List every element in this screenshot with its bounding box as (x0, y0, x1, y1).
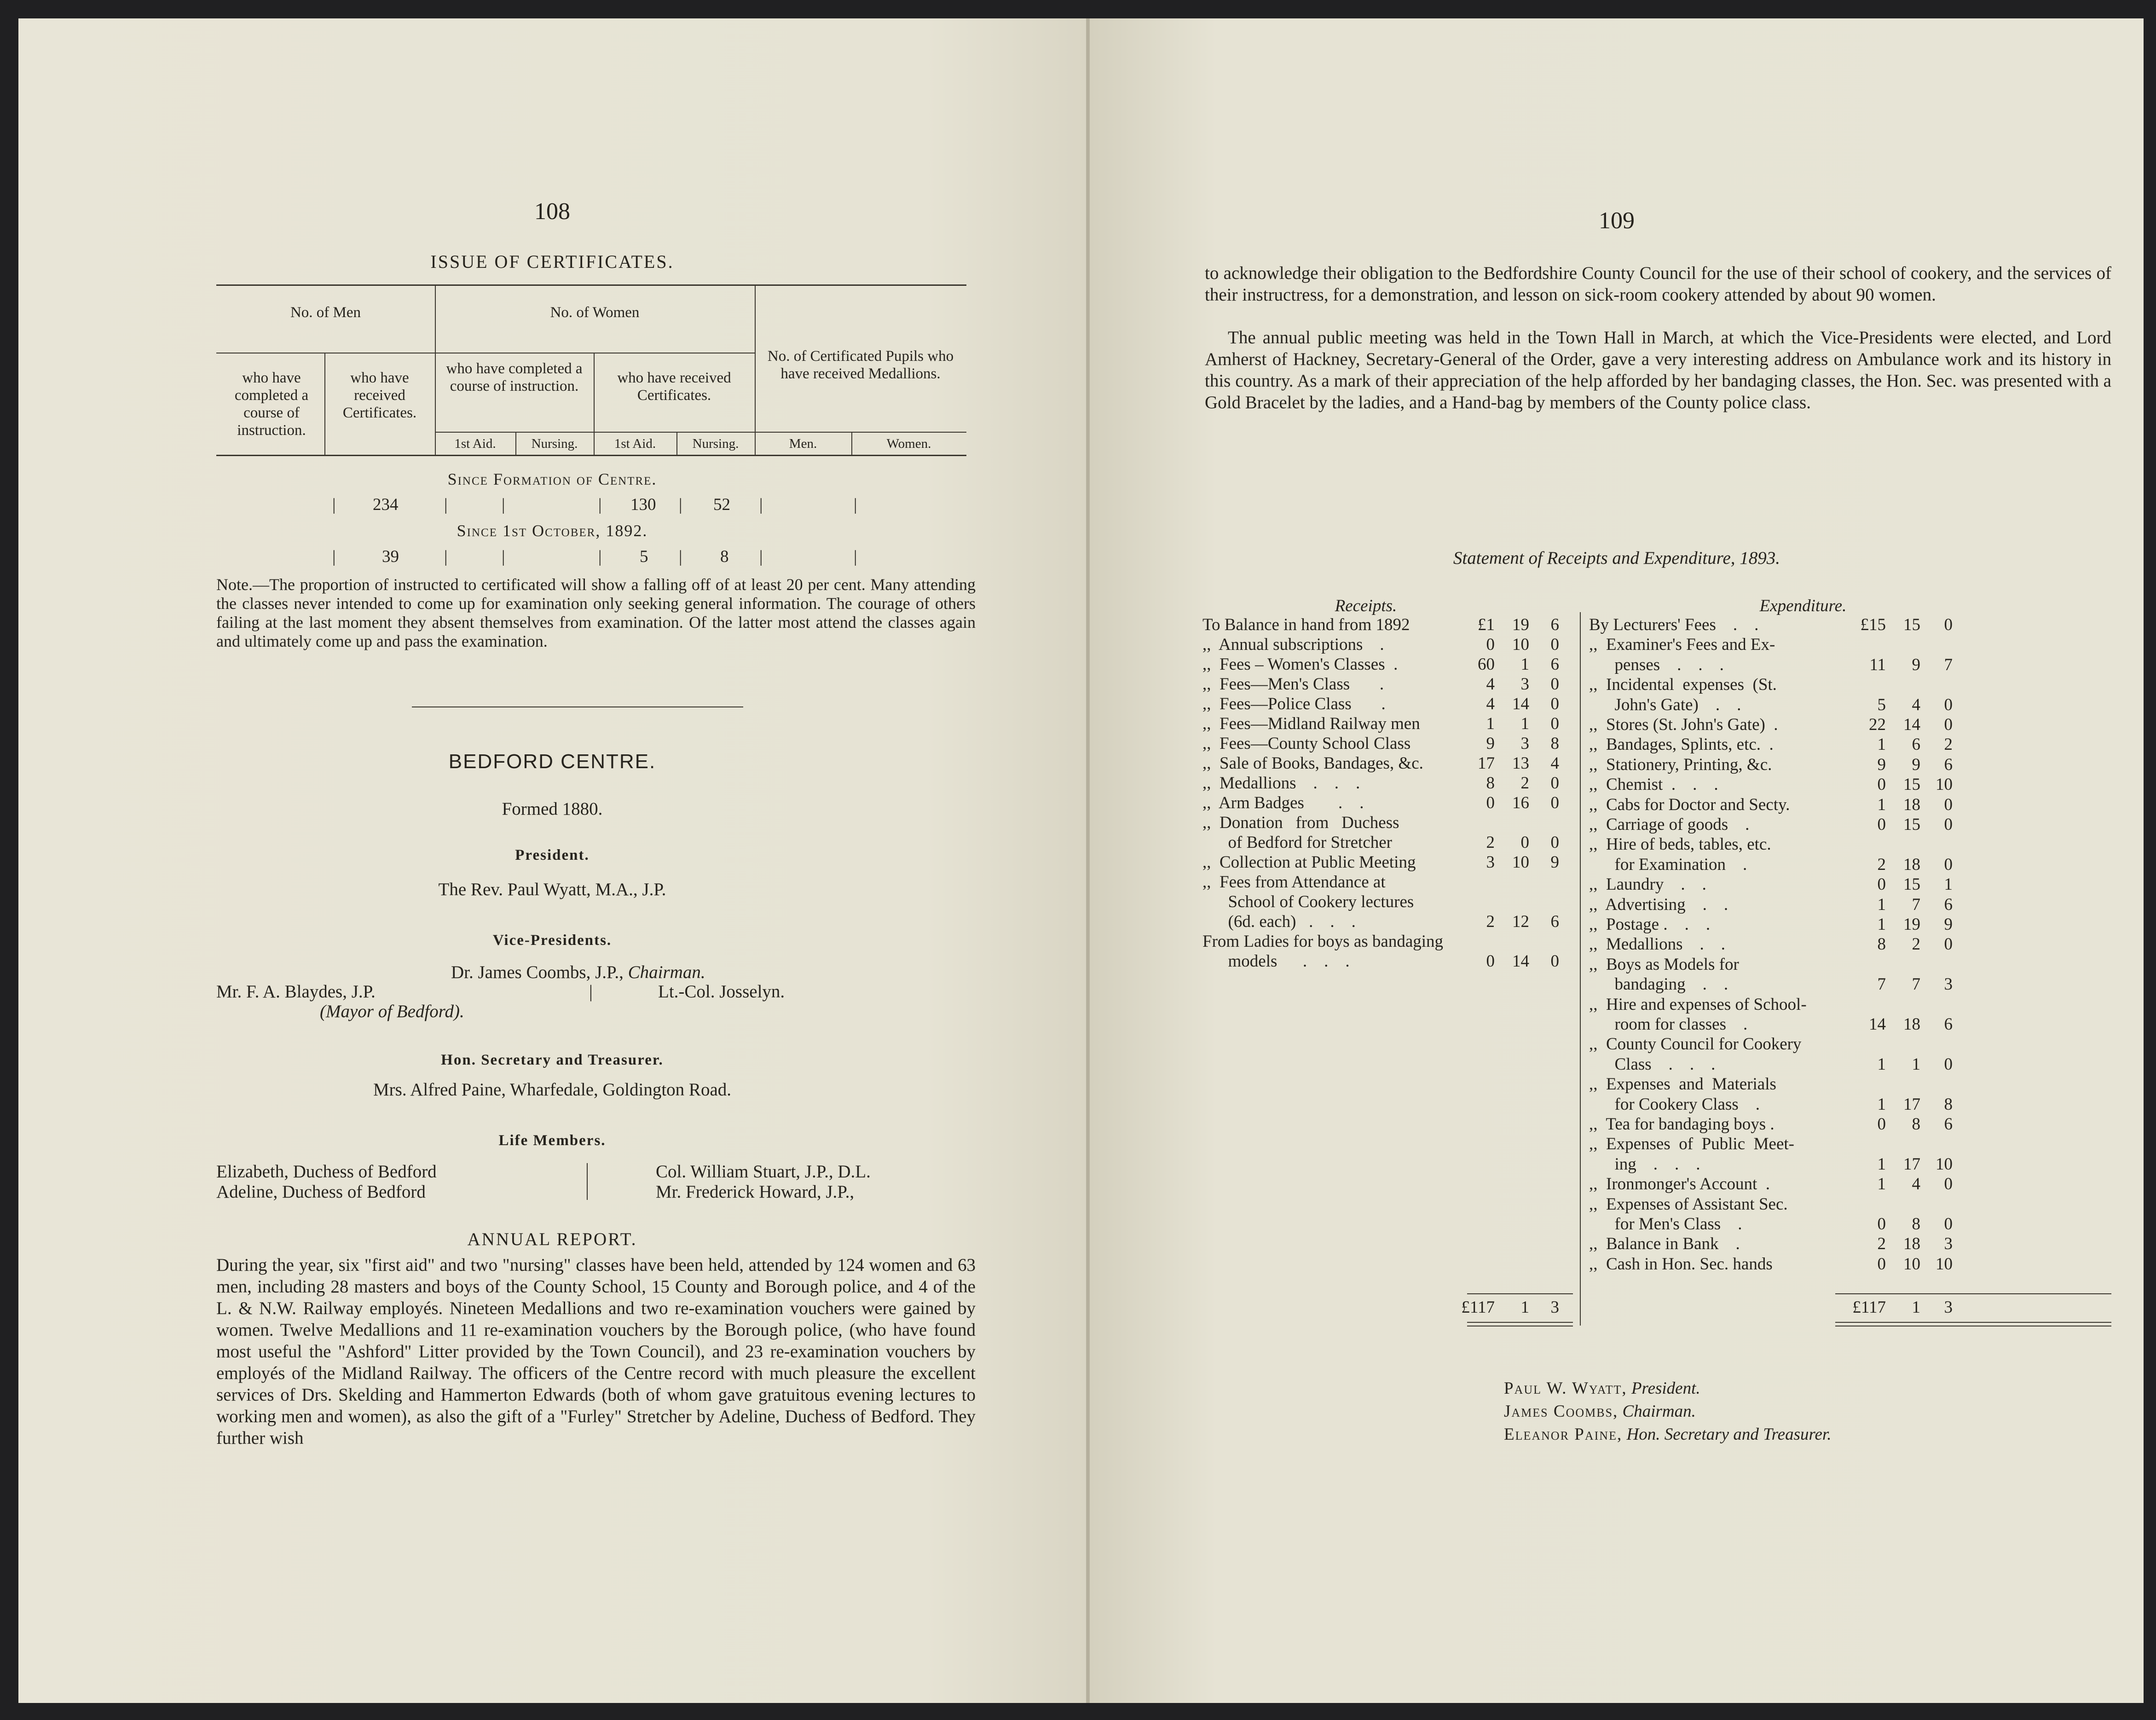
ledger-label: ,, Sale of Books, Bandages, &c. (1202, 754, 1423, 773)
ledger-shillings: 13 (1512, 754, 1529, 773)
ledger-shillings: 15 (1903, 875, 1920, 894)
ledger-label: ,, Expenses and Materials (1589, 1075, 1776, 1094)
since-october: Since 1st October, 1892. (457, 521, 648, 540)
signatory-role: President. (1631, 1379, 1700, 1398)
ledger-pence: 3 (1944, 1234, 1953, 1254)
double-rule (1835, 1322, 2111, 1323)
ledger-label: Class . . . (1589, 1054, 1716, 1074)
ledger-pounds: 14 (1869, 1015, 1886, 1034)
ledger-label: room for classes . (1589, 1015, 1748, 1034)
ledger-pence: 0 (1944, 715, 1953, 734)
ledger-label: ,, Advertising . . (1589, 895, 1728, 914)
ledger-label: ,, Postage . . . (1589, 915, 1711, 934)
ledger-label: ing . . . (1589, 1154, 1700, 1174)
ledger-shillings: 19 (1512, 615, 1529, 634)
ledger-pence: 6 (1550, 615, 1559, 634)
signature-secretary (1504, 1425, 1831, 1444)
signatory-name: James Coombs, (1504, 1402, 1618, 1421)
ledger-pence: 3 (1944, 975, 1953, 994)
ledger-pounds: 2 (1877, 855, 1886, 874)
col-men-certificates: who have received Certificates. (342, 370, 417, 421)
ledger-shillings: 18 (1903, 795, 1920, 814)
ledger-label: ,, Tea for bandaging boys . (1589, 1115, 1775, 1134)
ledger-pounds: 60 (1478, 655, 1495, 674)
ledger-label: ,, Fees—County School Class (1202, 734, 1411, 753)
ledger-label: ,, Cabs for Doctor and Secty. (1589, 795, 1790, 814)
ledger-shillings: 10 (1903, 1254, 1920, 1274)
ledger-pounds: 1 (1877, 1175, 1886, 1194)
ledger-shillings: 8 (1912, 1215, 1920, 1234)
president-heading: President. (515, 847, 590, 863)
ledger-label: ,, Bandages, Splints, etc. . (1589, 735, 1774, 754)
ledger-label: ,, Balance in Bank . (1589, 1234, 1740, 1254)
signatory-name: Paul W. Wyatt, (1504, 1379, 1627, 1398)
ledger-shillings: 3 (1520, 734, 1529, 753)
ledger-shillings: 16 (1512, 793, 1529, 812)
ledger-shillings: 15 (1903, 775, 1920, 794)
ledger-label: ,, Carriage of goods . (1589, 815, 1750, 834)
paragraph: The annual public meeting was held in the Town Hall in March, at which the Vice-Presidents were elected, and Lord Amherst of Hackney, Secretary-General of the Order, gave a very interesting address on Ambulance work and its history in this country. As a mark of their appreciation of the help afforded by her bandaging classes, the Hon. Sec. was presented with a Gold Bracelet by the ladies, and a Hand-bag by members of the County police class. (1205, 328, 2111, 412)
ledger-shillings: 18 (1903, 855, 1920, 874)
ledger-label: ,, Laundry . . (1589, 875, 1706, 894)
formed-date: Formed 1880. (502, 799, 603, 819)
ledger-shillings: 15 (1903, 815, 1920, 834)
ledger-pence: 6 (1550, 912, 1559, 931)
ledger-pounds: 0 (1486, 635, 1495, 654)
ledger-pounds: 1 (1877, 1054, 1886, 1074)
ledger-pence: 0 (1550, 714, 1559, 733)
ledger-pence: 0 (1550, 774, 1559, 793)
left-page (18, 18, 1086, 1703)
ledger-pence: 0 (1944, 855, 1953, 874)
ledger-label: ,, Boys as Models for (1589, 955, 1739, 974)
section-title: ISSUE OF CERTIFICATES. (430, 251, 674, 272)
cell-women-nursing: 8 (720, 547, 729, 566)
ledger-pounds: 0 (1877, 815, 1886, 834)
ledger-shillings: 15 (1903, 615, 1920, 634)
annual-report-heading: ANNUAL REPORT. (467, 1229, 637, 1249)
ledger-pence: 7 (1944, 655, 1953, 674)
right-page (1090, 18, 2144, 1703)
ledger-pence: 6 (1550, 655, 1559, 674)
ledger-pounds: £15 (1860, 615, 1886, 634)
sub-nursing: Nursing. (531, 436, 578, 451)
ledger-pence: 6 (1944, 1015, 1953, 1034)
ledger-shillings: 7 (1912, 895, 1920, 914)
sub-men: Men. (789, 436, 817, 451)
ledger-label: ,, Fees—Midland Railway men (1202, 714, 1420, 733)
ledger-label: School of Cookery lectures (1202, 892, 1414, 911)
vice-president-josselyn: Lt.-Col. Josselyn. (658, 982, 785, 1002)
paragraph: to acknowledge their obligation to the Bedfordshire County Council for the use of their school of cookery, and the services of their instructress, for a demonstration, and lesson on sick-room cookery attended by about 90 women. (1205, 263, 2111, 305)
ledger-shillings: 4 (1912, 695, 1920, 714)
receipts-total-shillings: 1 (1520, 1298, 1529, 1317)
ledger-label: ,, Fees from Attendance at (1202, 873, 1386, 892)
ledger-pence: 0 (1550, 635, 1559, 654)
secretary: Mrs. Alfred Paine, Wharfedale, Goldington Road. (373, 1080, 732, 1100)
col-women-completed: who have completed a course of instruction. (446, 360, 583, 394)
ledger-pence: 10 (1936, 775, 1953, 794)
cell-women-first-aid: 5 (640, 547, 648, 566)
page-number: 109 (1599, 208, 1635, 234)
total-rule (1835, 1293, 2111, 1294)
ledger-pence: 6 (1944, 755, 1953, 774)
receipts-total-pence: 3 (1550, 1298, 1559, 1317)
ledger-pounds: 22 (1869, 715, 1886, 734)
ledger-label: ,, Cash in Hon. Sec. hands (1589, 1254, 1773, 1274)
ledger-shillings: 14 (1512, 952, 1529, 971)
ledger-pounds: 4 (1486, 675, 1495, 694)
centre-title: BEDFORD CENTRE. (448, 750, 656, 773)
signature-president (1504, 1378, 1700, 1398)
ledger-label: ,, Chemist . . . (1589, 775, 1718, 794)
total-rule (1467, 1293, 1573, 1294)
row-since-october: | 39 | | | 5 | 8 | | (332, 547, 857, 566)
ledger-pence: 0 (1944, 1215, 1953, 1234)
ledger-pounds: 4 (1486, 695, 1495, 713)
ledger-pence: 0 (1944, 1175, 1953, 1194)
ledger-shillings: 7 (1912, 975, 1920, 994)
ledger-shillings: 10 (1512, 853, 1529, 872)
ledger-pounds: 0 (1877, 1215, 1886, 1234)
ledger-pounds: 0 (1486, 793, 1495, 812)
life-member: Mr. Frederick Howard, J.P., (656, 1182, 855, 1202)
ledger-pence: 0 (1944, 615, 1953, 634)
ledger-pounds: 17 (1478, 754, 1495, 773)
ledger-shillings: 8 (1912, 1115, 1920, 1134)
ledger-pounds: 2 (1877, 1234, 1886, 1254)
ledger-pounds: 2 (1486, 833, 1495, 852)
ledger-pounds: 8 (1486, 774, 1495, 793)
vice-president-mayor-title: (Mayor of Bedford). (320, 1002, 464, 1021)
column-divider: | (589, 982, 593, 1002)
ledger-shillings: 17 (1903, 1154, 1920, 1174)
ledger-pounds: 1 (1877, 795, 1886, 814)
ledger-label: models . . . (1202, 952, 1350, 971)
ledger-pence: 9 (1550, 853, 1559, 872)
ledger-shillings: 9 (1912, 655, 1920, 674)
ledger-pounds: £1 (1478, 615, 1495, 634)
ledger-shillings: 9 (1912, 755, 1920, 774)
ledger-label: for Examination . (1589, 855, 1747, 874)
ledger-label: ,, Donation from Duchess (1202, 813, 1399, 832)
ledger-pounds: 1 (1877, 915, 1886, 934)
ledger-shillings: 1 (1912, 1054, 1920, 1074)
life-member: Adeline, Duchess of Bedford (216, 1182, 426, 1202)
ledger-pounds: 1 (1877, 895, 1886, 914)
ledger-shillings: 1 (1520, 655, 1529, 674)
ledger-label: ,, Arm Badges . . (1202, 793, 1364, 812)
ledger-pence: 0 (1944, 695, 1953, 714)
ledger-shillings: 18 (1903, 1234, 1920, 1254)
sub-women: Women. (886, 436, 931, 451)
ledger-label: ,, County Council for Cookery (1589, 1035, 1802, 1054)
ledger-label: ,, Stationery, Printing, &c. (1589, 755, 1772, 774)
ledger-pence: 2 (1944, 735, 1953, 754)
ledger-label: ,, Hire and expenses of School- (1589, 995, 1807, 1014)
ledger-pounds: 0 (1877, 1115, 1886, 1134)
ledger-shillings: 17 (1903, 1095, 1920, 1114)
ledger-pence: 0 (1550, 793, 1559, 812)
medallions-header: No. of Certificated Pupils who have received Medallions. (767, 348, 954, 382)
ledger-pounds: 1 (1486, 714, 1495, 733)
vice-president-chairman (451, 962, 705, 983)
signature-chairman (1504, 1401, 1696, 1421)
ledger-pence: 9 (1944, 915, 1953, 934)
ledger-label: ,, Stores (St. John's Gate) . (1589, 715, 1778, 734)
account-divider (1580, 612, 1581, 1326)
ledger-shillings: 2 (1912, 935, 1920, 954)
ledger-label: ,, Expenses of Assistant Sec. (1589, 1194, 1788, 1214)
ledger-label: To Balance in hand from 1892 (1202, 615, 1410, 634)
sub-first-aid: 1st Aid. (454, 436, 496, 451)
ledger-label: for Cookery Class . (1589, 1095, 1760, 1114)
vp-chairman-name: Dr. James Coombs, J.P., (451, 962, 624, 982)
page-number: 108 (534, 198, 570, 225)
ledger-pence: 1 (1944, 875, 1953, 894)
expenditure-heading: Expenditure. (1759, 596, 1847, 615)
ledger-shillings: 2 (1520, 774, 1529, 793)
ledger-label: John's Gate) . . (1589, 695, 1741, 714)
sub-first-aid-2: 1st Aid. (614, 436, 656, 451)
ledger-pence: 0 (1944, 1054, 1953, 1074)
ledger-pounds: 9 (1486, 734, 1495, 753)
women-header: No. of Women (550, 304, 640, 321)
ledger-pence: 8 (1944, 1095, 1953, 1114)
ledger-pounds: 8 (1877, 935, 1886, 954)
life-member: Elizabeth, Duchess of Bedford (216, 1162, 437, 1181)
men-header: No. of Men (290, 304, 361, 321)
signatory-name: Eleanor Paine, (1504, 1425, 1623, 1444)
president: The Rev. Paul Wyatt, M.A., J.P. (438, 880, 666, 899)
life-members-heading: Life Members. (498, 1132, 606, 1149)
ledger-pounds: 0 (1877, 875, 1886, 894)
ledger-pounds: 1 (1877, 735, 1886, 754)
ledger-label: By Lecturers' Fees . . (1589, 615, 1759, 634)
ledger-shillings: 14 (1512, 695, 1529, 713)
signatory-role: Chairman. (1622, 1402, 1696, 1421)
ledger-pence: 0 (1944, 935, 1953, 954)
ledger-label: ,, Fees – Women's Classes . (1202, 655, 1398, 674)
ledger-pence: 0 (1550, 695, 1559, 713)
ledger-pence: 0 (1550, 833, 1559, 852)
ledger-label: ,, Annual subscriptions . (1202, 635, 1384, 654)
ledger-pence: 10 (1936, 1154, 1953, 1174)
cell-women-nursing: 52 (713, 495, 730, 514)
ledger-pounds: 9 (1877, 755, 1886, 774)
ledger-pence: 0 (1944, 815, 1953, 834)
ledger-pence: 0 (1550, 952, 1559, 971)
vice-president-mayor: Mr. F. A. Blaydes, J.P. (216, 982, 376, 1002)
ledger-label: of Bedford for Stretcher (1202, 833, 1393, 852)
double-rule (1467, 1322, 1573, 1323)
ledger-shillings: 3 (1520, 675, 1529, 694)
ledger-label: (6d. each) . . . (1202, 912, 1356, 931)
ledger-label: ,, Fees—Men's Class . (1202, 675, 1384, 694)
expenditure-total-shillings: 1 (1912, 1298, 1920, 1317)
ledger-pence: 0 (1550, 675, 1559, 694)
ledger-pounds: 11 (1869, 655, 1886, 674)
ledger-pounds: 0 (1486, 952, 1495, 971)
since-formation: Since Formation of Centre. (447, 470, 657, 488)
ledger-label: ,, Medallions . . (1589, 935, 1725, 954)
table-note: Note.—The proportion of instructed to certificated will show a falling off of at least 20 per cent. Many attending the classes never intended to come up for examination only seeking general information. The courage of others failing at the last moment they absent themselves from examination. Of the latter most attend the classes again and ultimately come up and pass the examination. (216, 575, 976, 650)
ledger-label: ,, Fees—Police Class . (1202, 695, 1386, 713)
ledger-label: ,, Collection at Public Meeting (1202, 853, 1416, 872)
receipts-heading: Receipts. (1335, 596, 1397, 615)
ledger-label: From Ladies for boys as bandaging (1202, 932, 1444, 951)
ledger-shillings: 10 (1512, 635, 1529, 654)
ledger-shillings: 4 (1912, 1175, 1920, 1194)
row-since-formation: | 234 | | | 130 | 52 | | (332, 495, 857, 514)
ledger-shillings: 1 (1520, 714, 1529, 733)
annual-report-text: During the year, six "first aid" and two "nursing" classes have been held, attended by 124 women and 63 men, including 28 masters and boys of the County School, 15 County and Borough police, and 4 of the L. & N.W. Railway employés. Nineteen Medallions and two re-examination vouchers were gained by women. Twelve Medallions and 11 re-examination vouchers by the Borough police, (who have found most useful the "Ashford" Litter provided by the Town Council), and 23 re-examination vouchers by employés of the Midland Railway. The officers of the Centre record with much pleasure the excellent services of Drs. Skelding and Hammerton Edwards (both of whom gave gratuitous evening lectures to working men and women), as also the gift of a "Furley" Stretcher by Adeline, Duchess of Bedford. They further wish (216, 1255, 976, 1448)
statement-title: Statement of Receipts and Expenditure, 1893. (1453, 548, 1780, 568)
ledger-pounds: 0 (1877, 775, 1886, 794)
cell-men-certificates: 234 (373, 495, 399, 514)
ledger-label: ,, Hire of beds, tables, etc. (1589, 835, 1771, 854)
life-member: Col. William Stuart, J.P., D.L. (656, 1162, 871, 1181)
ledger-label: ,, Examiner's Fees and Ex- (1589, 635, 1775, 654)
sub-nursing-2: Nursing. (692, 436, 739, 451)
ledger-pence: 0 (1944, 795, 1953, 814)
cell-women-first-aid: 130 (630, 495, 656, 514)
vice-presidents-heading: Vice-Presidents. (492, 932, 612, 949)
ledger-shillings: 12 (1512, 912, 1529, 931)
ledger-label: for Men's Class . (1589, 1215, 1742, 1234)
ledger-pence: 10 (1936, 1254, 1953, 1274)
ledger-shillings: 6 (1912, 735, 1920, 754)
ledger-pounds: 7 (1877, 975, 1886, 994)
ledger-label: ,, Medallions . . . (1202, 774, 1360, 793)
ledger-label: ,, Incidental expenses (St. (1589, 675, 1777, 695)
col-men-completed: who have completed a course of instruction. (234, 370, 309, 439)
ledger-pounds: 2 (1486, 912, 1495, 931)
ledger-shillings: 0 (1520, 833, 1529, 852)
vp-chairman-role: Chairman. (628, 962, 705, 982)
secretary-heading: Hon. Secretary and Treasurer. (441, 1052, 664, 1068)
column-divider (587, 1163, 588, 1200)
ledger-label: ,, Expenses of Public Meet- (1589, 1135, 1794, 1154)
receipts-total-pounds: £117 (1461, 1298, 1495, 1317)
ledger-pounds: 5 (1877, 695, 1886, 714)
ledger-pounds: 1 (1877, 1154, 1886, 1174)
expenditure-total-pence: 3 (1944, 1298, 1953, 1317)
ledger-pence: 8 (1550, 734, 1559, 753)
ledger-label: ,, Ironmonger's Account . (1589, 1175, 1770, 1194)
ledger-pounds: 0 (1877, 1254, 1886, 1274)
ledger-label: bandaging . . (1589, 975, 1728, 994)
ledger-pence: 4 (1550, 754, 1559, 773)
ledger-shillings: 18 (1903, 1015, 1920, 1034)
ledger-pence: 6 (1944, 895, 1953, 914)
col-women-certificates: who have received Certificates. (617, 370, 731, 404)
ledger-pounds: 1 (1877, 1095, 1886, 1114)
cell-men-certificates: 39 (382, 547, 399, 566)
expenditure-total-pounds: £117 (1852, 1298, 1886, 1317)
ledger-pounds: 3 (1486, 853, 1495, 872)
ledger-shillings: 19 (1903, 915, 1920, 934)
signatory-role: Hon. Secretary and Treasurer. (1626, 1425, 1832, 1444)
ledger-pence: 6 (1944, 1115, 1953, 1134)
ledger-shillings: 14 (1903, 715, 1920, 734)
ledger-label: penses . . . (1589, 655, 1724, 674)
